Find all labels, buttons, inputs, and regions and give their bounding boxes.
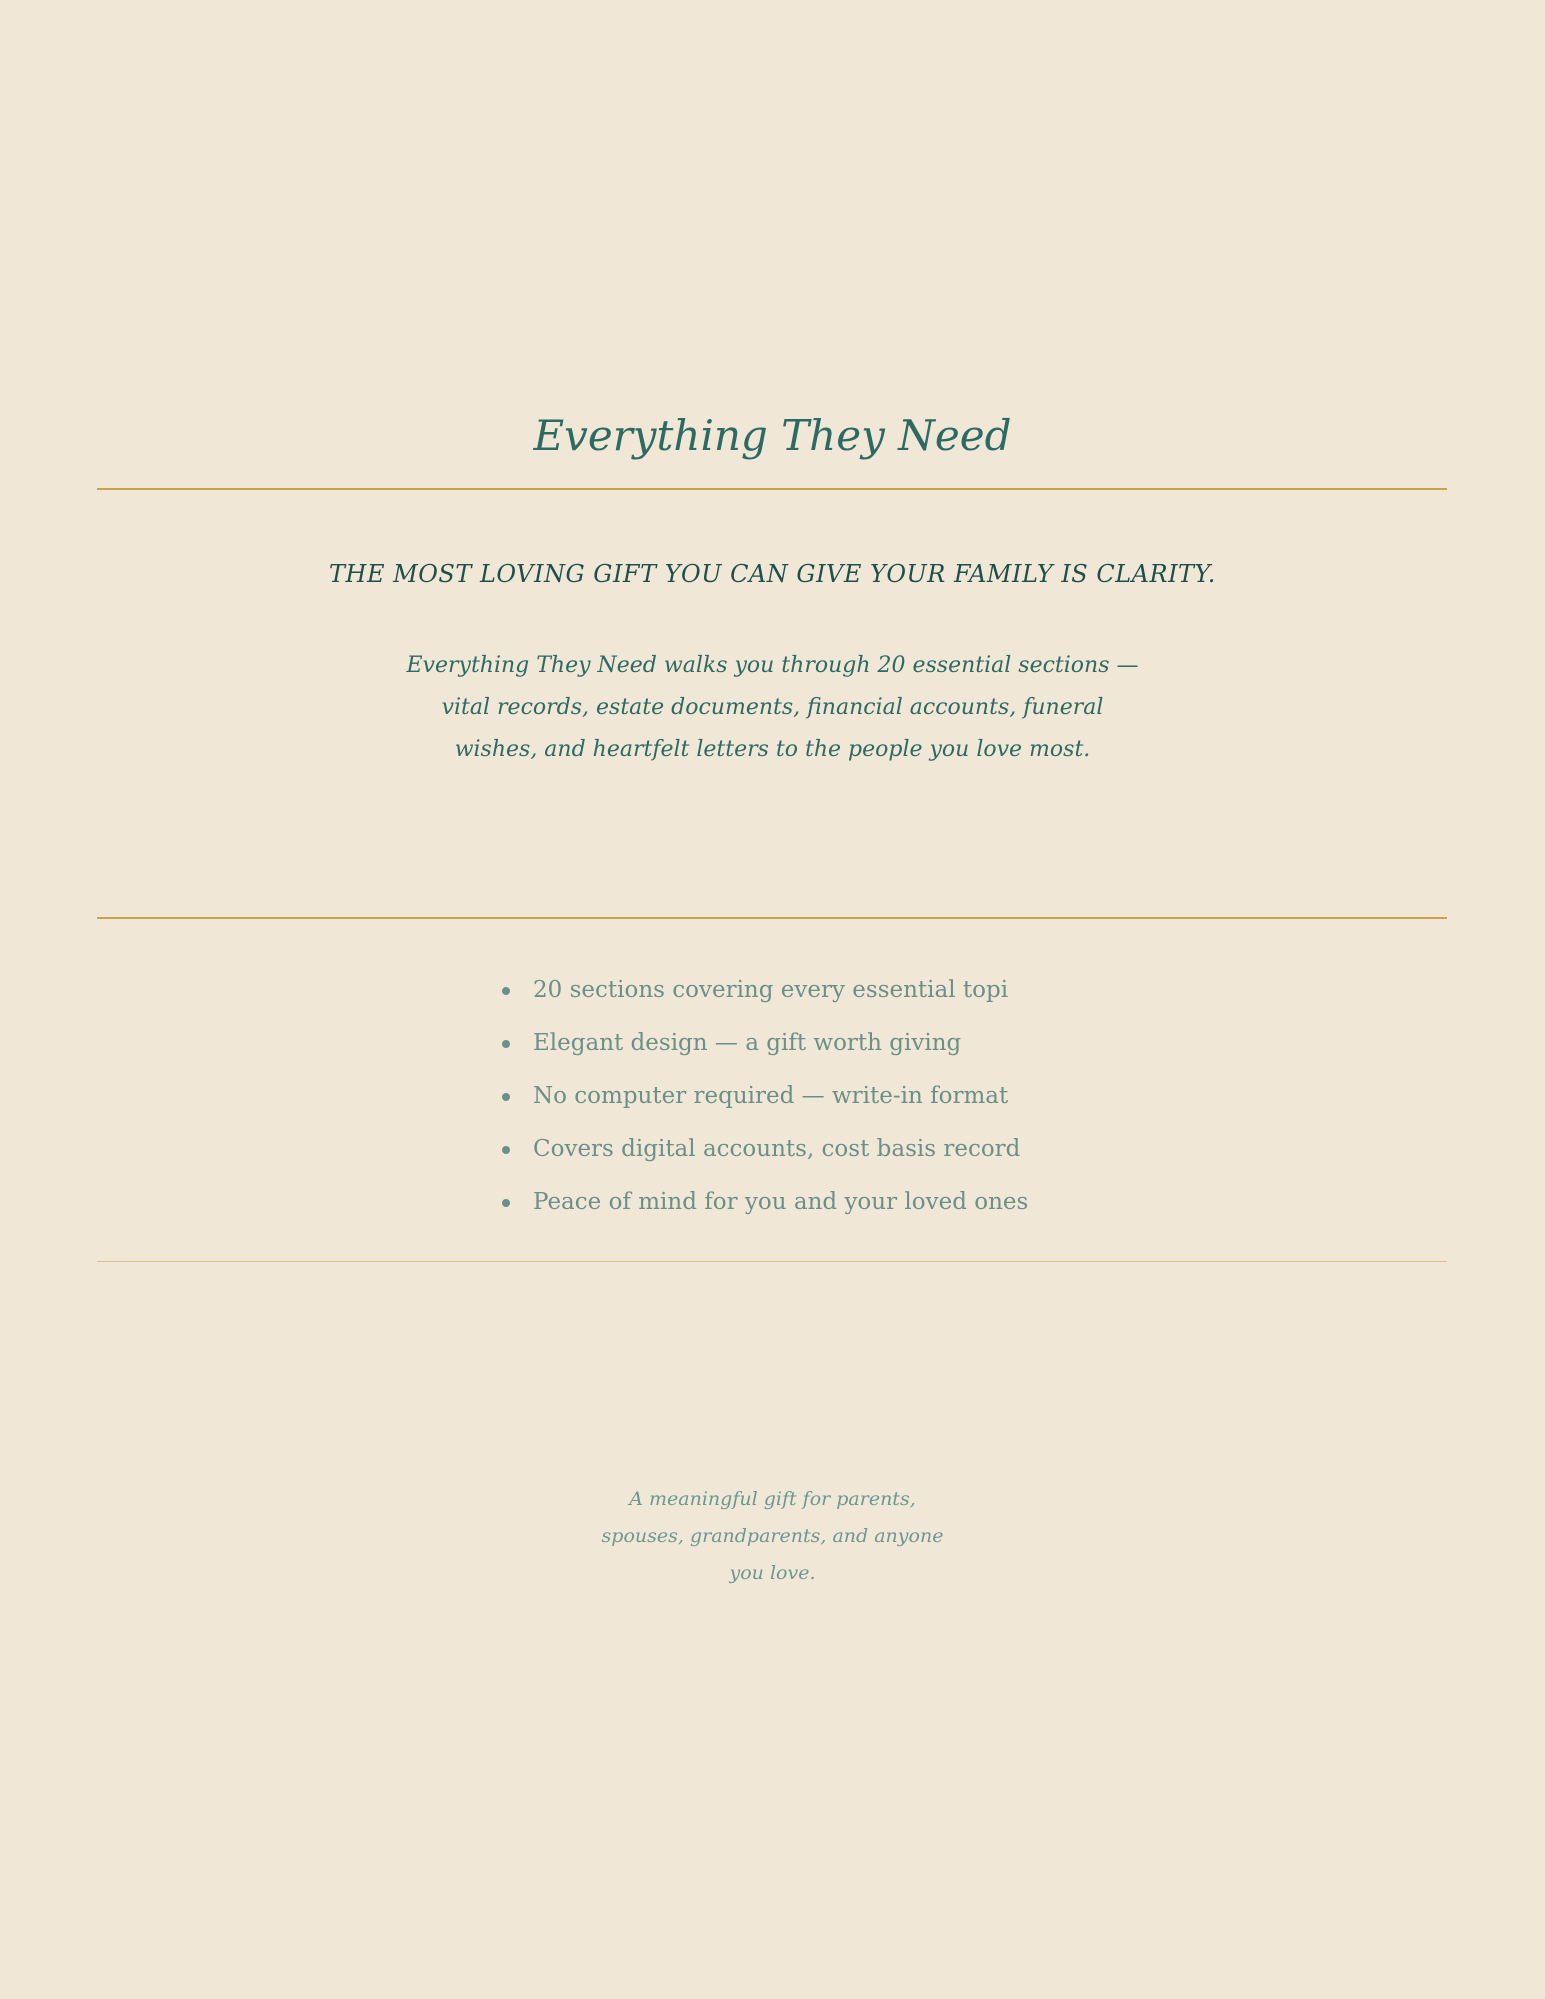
feature-text: Covers digital accounts, cost basis record	[533, 1136, 1021, 1162]
bullet-icon	[502, 1199, 510, 1207]
bullet-icon	[502, 1093, 510, 1101]
divider-bottom	[97, 1261, 1447, 1262]
feature-text: No computer required — write-in format	[533, 1083, 1009, 1109]
feature-text: Elegant design — a gift worth giving	[533, 1030, 962, 1056]
feature-item	[495, 1017, 1135, 1070]
bullet-icon	[502, 1040, 510, 1048]
page-title: Everything They Need	[533, 411, 1012, 460]
footer-note: A meaningful gift for parents, spouses, grandparents, and anyone you love.	[601, 1488, 944, 1584]
divider-middle	[97, 917, 1447, 919]
feature-item	[495, 1123, 1135, 1176]
feature-item	[495, 1176, 1135, 1229]
feature-text: Peace of mind for you and your loved ones	[533, 1189, 1029, 1215]
feature-item	[495, 964, 1135, 1017]
divider-top	[97, 488, 1447, 490]
bullet-icon	[502, 987, 510, 995]
bullet-icon	[502, 1146, 510, 1154]
feature-item	[495, 1070, 1135, 1123]
feature-text: 20 sections covering every essential topi	[533, 977, 1009, 1003]
description: Everything They Need walks you through 20 essential sections — vital records, estate documents, financial accounts, funeral wishes, and heartfelt letters to the people you love most.	[406, 653, 1139, 762]
feature-list	[495, 964, 1135, 1229]
headline: THE MOST LOVING GIFT YOU CAN GIVE YOUR FAMILY IS CLARITY.	[329, 560, 1216, 588]
